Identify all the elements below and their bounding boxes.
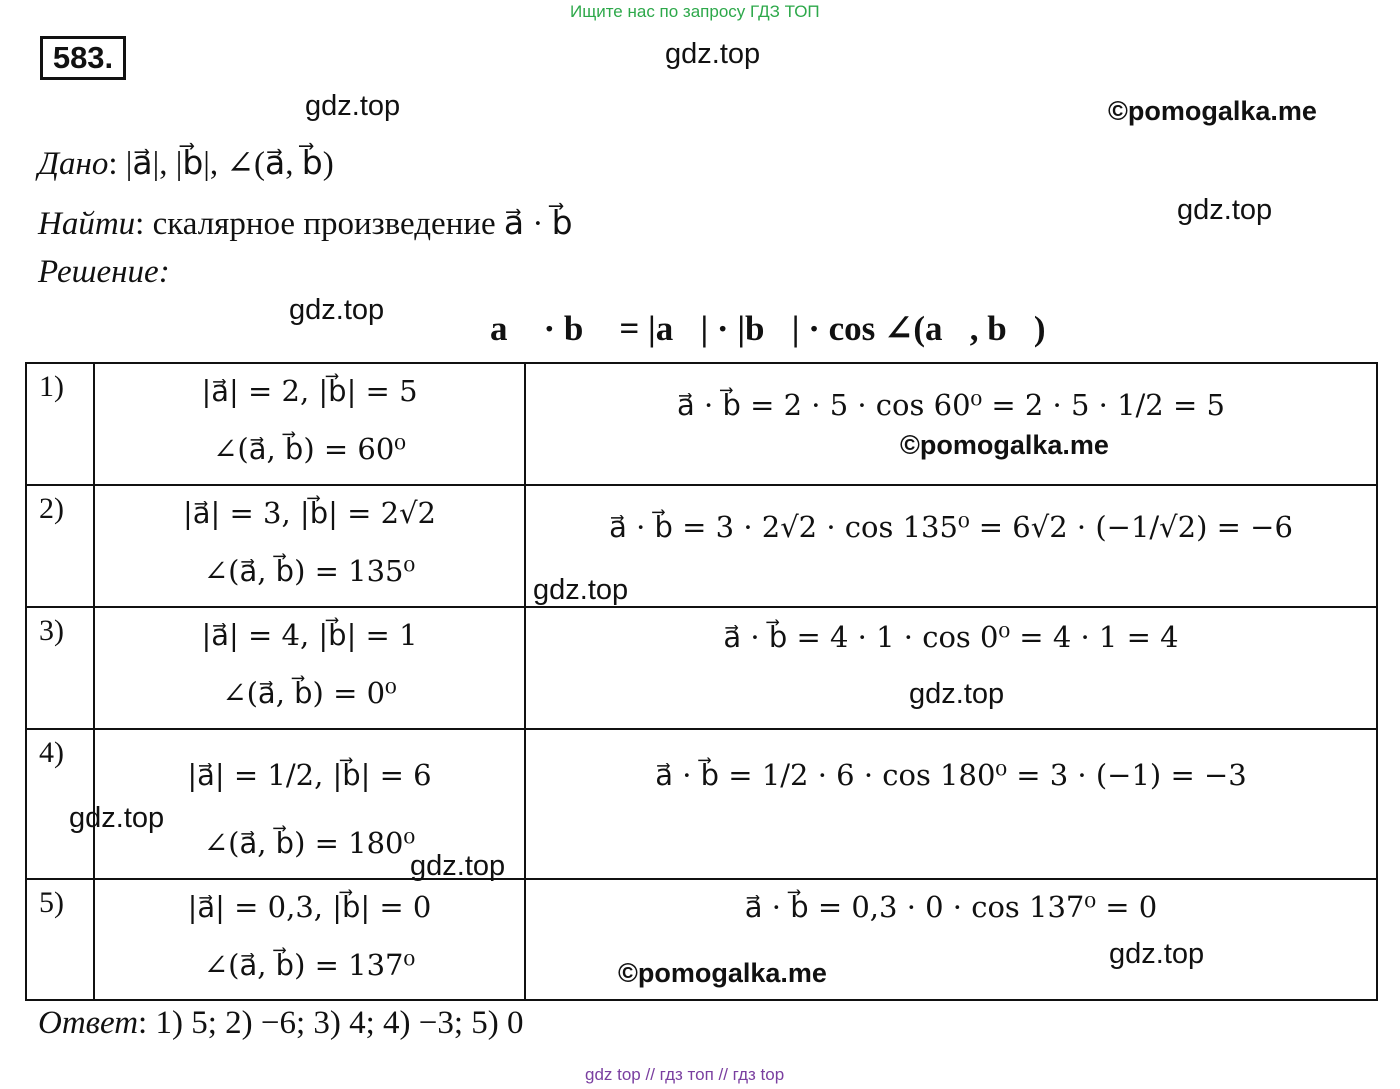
given-line-1: |a⃗| = 0,3, |b⃗| = 0	[187, 890, 432, 924]
given-text: : |a⃗|, |b⃗|, ∠(a⃗, b⃗)	[108, 146, 334, 182]
watermark-gdz: gdz.top	[69, 802, 165, 834]
given-line-2: ∠(a⃗, b⃗) = 60⁰	[213, 432, 406, 466]
watermark-gdz: gdz.top	[1177, 194, 1273, 226]
watermark-gdz: gdz.top	[909, 678, 1005, 710]
row-index: 2)	[39, 492, 64, 525]
row-index-cell	[26, 607, 94, 729]
find-line	[38, 203, 573, 243]
watermark-gdz: gdz.top	[410, 850, 506, 882]
solution-text: a⃗ · b⃗ = 1/2 · 6 · cos 180⁰ = 3 · (−1) = −3	[655, 758, 1247, 792]
watermark-pomogalka: ©pomogalka.me	[1108, 96, 1317, 126]
top-banner[interactable]: Ищите нас по запросу ГДЗ ТОП	[570, 2, 820, 21]
given-cell	[94, 485, 525, 607]
dot-product-formula: a⃗ · b⃗ = |a⃗| · |b⃗| · cos ∠(a⃗, b⃗)	[490, 309, 1046, 348]
given-line-1: |a⃗| = 4, |b⃗| = 1	[201, 618, 418, 652]
given-line-2: ∠(a⃗, b⃗) = 0⁰	[222, 676, 397, 710]
watermark-gdz: gdz.top	[533, 574, 629, 606]
given-line-2: ∠(a⃗, b⃗) = 180⁰	[203, 826, 416, 860]
solution-text: a⃗ · b⃗ = 4 · 1 · cos 0⁰ = 4 · 1 = 4	[723, 620, 1179, 654]
solution-text: a⃗ · b⃗ = 0,3 · 0 · cos 137⁰ = 0	[744, 890, 1158, 924]
find-text: : скалярное произведение a⃗ · b⃗	[135, 206, 573, 242]
row-index-cell	[26, 363, 94, 485]
given-line-1: |a⃗| = 1/2, |b⃗| = 6	[187, 758, 432, 792]
watermark-pomogalka: ©pomogalka.me	[900, 430, 1109, 460]
table-row	[26, 363, 1377, 485]
given-cell	[94, 879, 525, 1000]
solution-cell	[525, 729, 1377, 879]
row-index: 1)	[39, 370, 64, 403]
watermark-gdz: gdz.top	[665, 38, 761, 70]
row-index: 4)	[39, 736, 64, 769]
row-index-cell	[26, 879, 94, 1000]
bottom-banner[interactable]: gdz top // гдз топ // гдз top	[585, 1065, 785, 1084]
watermark-gdz: gdz.top	[305, 90, 401, 122]
given-line-2: ∠(a⃗, b⃗) = 137⁰	[203, 948, 416, 982]
solution-table	[25, 362, 1378, 1001]
watermark-pomogalka: ©pomogalka.me	[618, 958, 827, 988]
given-line-1: |a⃗| = 3, |b⃗| = 2√2	[183, 496, 436, 530]
given-line-2: ∠(a⃗, b⃗) = 135⁰	[203, 554, 416, 588]
table-row	[26, 607, 1377, 729]
table-row	[26, 485, 1377, 607]
table-row	[26, 729, 1377, 879]
solution-text: a⃗ · b⃗ = 2 · 5 · cos 60⁰ = 2 · 5 · 1/2 = 5	[677, 388, 1225, 422]
row-index: 5)	[39, 886, 64, 919]
watermark-gdz: gdz.top	[1109, 938, 1205, 970]
solution-label: Решение:	[38, 254, 170, 290]
find-label: Найти	[38, 206, 136, 242]
watermark-gdz: gdz.top	[289, 294, 385, 326]
given-line-1: |a⃗| = 2, |b⃗| = 5	[201, 374, 418, 408]
answer-label: Ответ	[38, 1005, 139, 1041]
row-index-cell	[26, 485, 94, 607]
answer-line	[38, 1005, 524, 1042]
solution-cell	[525, 485, 1377, 607]
given-line	[38, 143, 334, 183]
given-cell	[94, 607, 525, 729]
row-index: 3)	[39, 614, 64, 647]
problem-number: 583.	[40, 36, 126, 80]
solution-cell	[525, 363, 1377, 485]
given-label: Дано	[38, 146, 109, 182]
given-cell	[94, 363, 525, 485]
answer-text: : 1) 5; 2) −6; 3) 4; 4) −3; 5) 0	[138, 1005, 524, 1041]
solution-text: a⃗ · b⃗ = 3 · 2√2 · cos 135⁰ = 6√2 · (−1/√2) = −6	[609, 510, 1293, 544]
